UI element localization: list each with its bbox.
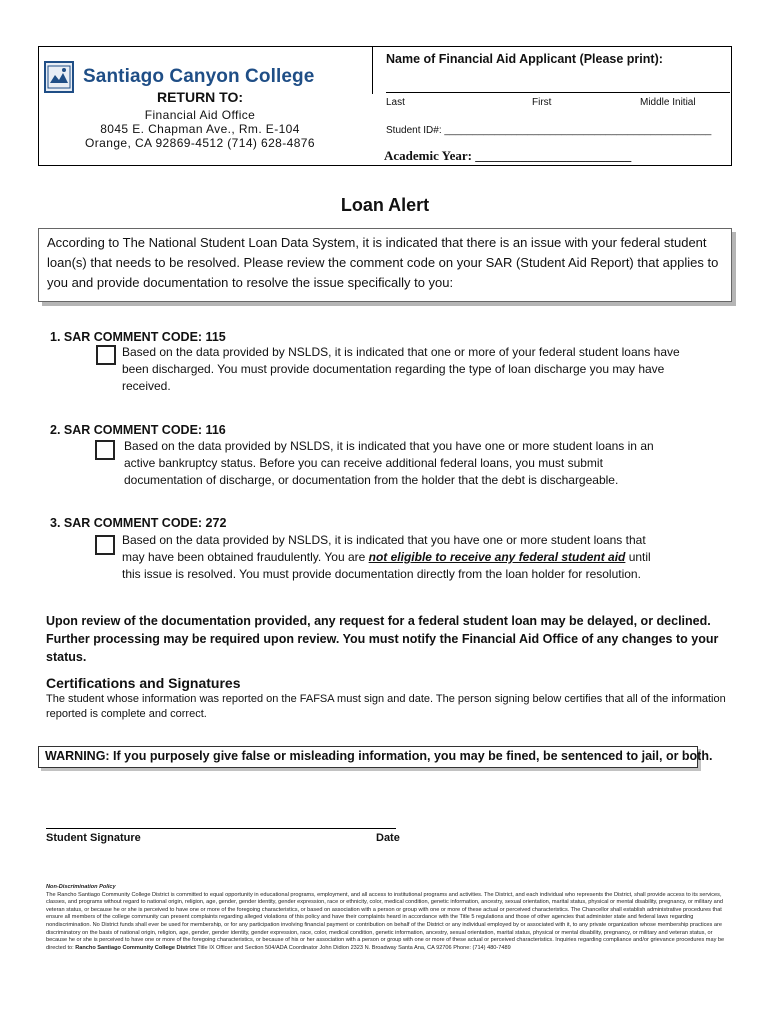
college-name: Santiago Canyon College [83, 66, 315, 87]
policy-title: Non-Discrimination Policy [46, 884, 116, 890]
not-eligible-emphasis: not eligible to receive any federal student aid [368, 550, 626, 564]
college-seal-icon [44, 61, 74, 93]
comment-code-272-text [122, 532, 657, 583]
comment-code-272-checkbox[interactable] [95, 535, 115, 555]
student-signature-label: Student Signature [46, 832, 141, 844]
comment-code-272-heading: 3. SAR COMMENT CODE: 272 [50, 516, 227, 530]
policy-body: The Rancho Santiago Community College District is committed to equal opportunity in educational programs, employment, and all access to institutional programs and activities. The District, and each individual who represents the District, shall provide access to its services, classes, and programs without regard to national origin, religion, age, gender, gender identity, gender expression, race or ethnicity, color, medical condition, genetic information, ancestry, sexual orientation, marital status, physical or mental disability, pregnancy, or military and veteran status, or because he or she is perceived to have one or more of the foregoing characteristics, or based on association with a person or group with one or more of these actual or perceived characteristics. The Chancellor shall establish administrative procedures that ensure all members of the college community can present complaints regarding alleged violations of this policy and have their complaints heard in accordance with the Title 5 regulations and those of other agencies that administer state and federal laws regarding nondiscrimination. No District funds shall ever be used for membership, or for any participation involving financial payment or contribution on behalf of the District or any individual employed by or associated with it, to any private organization whose membership practices are discriminatory on the basis of national origin, religion, age, gender, gender identity, gender expression, race, color, medical condition, genetic information, ancestry, sexual orientation, marital status, physical or mental disability, pregnancy, or military and veteran status, or because he or she is perceived to have one or more of the foregoing characteristics, or because of his or her association with a person or group with one or more of these actual or perceived characteristics. Inquiries regarding compliance and/or grievance procedures may be directed to: [46, 891, 725, 951]
comment-code-116-checkbox[interactable] [95, 440, 115, 460]
academic-year-field[interactable]: Academic Year: ________________________ [384, 148, 632, 163]
student-id-field[interactable]: Student ID#: ________________________________________________ [386, 125, 712, 136]
comment-code-115-checkbox[interactable] [96, 345, 116, 365]
warning-box [38, 746, 713, 768]
header-divider [372, 46, 373, 94]
intro-box [38, 228, 732, 302]
comment-code-115-text: Based on the data provided by NSLDS, it is indicated that one or more of your federal student loans have been discharged. You must provide documentation regarding the type of loan discharge you may have received. [122, 345, 680, 393]
page-title: Loan Alert [340, 195, 430, 215]
comment-code-272-text-end: until this issue is resolved. You must provide documentation directly from the loan holder for resolution. [122, 550, 651, 581]
comment-code-272-text-start: Based on the data provided by NSLDS, it is indicated that you have one or more student loans that may have been obtained fraudulently. You are [122, 533, 646, 564]
certifications-heading: Certifications and Signatures [46, 675, 241, 691]
comment-code-115-heading: 1. SAR COMMENT CODE: 115 [50, 330, 226, 344]
comment-code-116-heading: 2. SAR COMMENT CODE: 116 [50, 423, 226, 437]
review-notice: Upon review of the documentation provided, any request for a federal student loan may be delayed, or declined. Further processing may be required upon review. You must notify the Financial Aid Office of any changes to your status. [46, 614, 719, 664]
last-name-label: Last [386, 97, 405, 108]
intro-text: According to The National Student Loan Data System, it is indicated that there is an issue with your federal student loan(s) that needs to be resolved. Please review the comment code on your SAR (Student Aid Report) that applies to you and provide documentation to resolve the issue specifically to you: [47, 235, 719, 290]
comment-code-116-text: Based on the data provided by NSLDS, it is indicated that you have one or more student loans in an active bankruptcy status. Before you can receive additional federal loans, you must submit documentation of discharge, or documentation from the holder that the debt is dischargeable. [124, 439, 654, 487]
policy-contact: Title IX Officer and Section 504/ADA Coordinator John Didion 2323 N. Broadway Santa Ana, CA 92706 Phone: (714) 480-7489 [195, 944, 511, 951]
applicant-name-label: Name of Financial Aid Applicant (Please print): [386, 52, 663, 66]
policy-contact-district: Rancho Santiago Community College District [75, 944, 196, 951]
date-label: Date [376, 832, 400, 844]
office-address: 8045 E. Chapman Ave., Rm. E-104 [100, 122, 300, 136]
signature-line[interactable] [46, 828, 396, 829]
non-discrimination-policy [46, 884, 726, 952]
middle-initial-label: Middle Initial [640, 97, 696, 108]
office-name: Financial Aid Office [144, 108, 256, 122]
office-city-phone: Orange, CA 92869-4512 (714) 628-4876 [85, 136, 315, 150]
return-to-heading: RETURN TO: [156, 89, 244, 105]
warning-text: WARNING: If you purposely give false or misleading information, you may be fined, be sentenced to jail, or both. [45, 749, 713, 763]
first-name-label: First [532, 97, 552, 108]
applicant-name-field[interactable] [386, 92, 730, 93]
certifications-text: The student whose information was reported on the FAFSA must sign and date. The person signing below certifies that all of the information reported is complete and correct. [46, 693, 726, 720]
